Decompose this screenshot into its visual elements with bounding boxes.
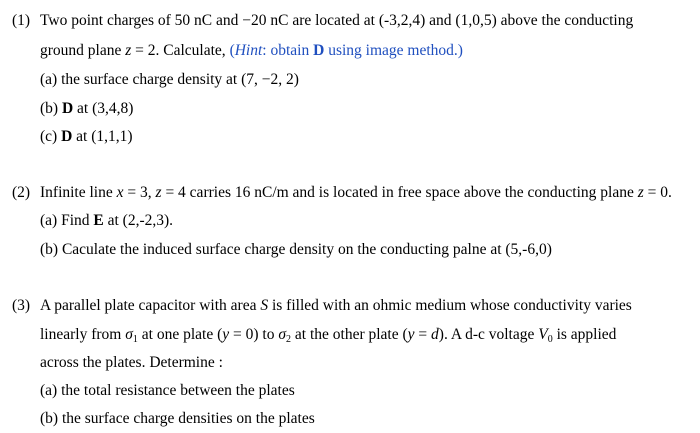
text: = 0. [643,184,672,201]
text: at (3,4,8) [73,100,134,117]
variable-z: z [125,42,132,59]
problem-1-line-2 [40,41,463,61]
problem-3-line-2 [40,325,616,345]
variable-z: z [637,184,644,201]
variable-V: V [538,326,548,343]
text: is filled with an ohmic medium whose conductivity varies [268,297,632,314]
variable-x: x [116,184,124,201]
problem-3-number: (3) [12,297,31,314]
text: is applied [552,326,617,343]
text: = 4 carries 16 nC/m and is located in free space above the conducting plane [161,184,638,201]
text: (c) [40,128,62,145]
text: Two point charges of 50 nC and [40,12,243,29]
variable-S: S [260,297,269,314]
problem-3-line-3: across the plates. Determine : [40,354,223,371]
variable-z: z [155,184,162,201]
hint-word: Hint [234,42,263,59]
problem-3-part-a: (a) the total resistance between the plates [40,382,295,399]
text: linearly from [40,326,126,343]
variable-d: d [431,326,439,343]
text: at the other plate ( [291,326,408,343]
problem-3-line-1 [40,296,632,316]
variable-y: y [222,326,230,343]
problem-1-part-c [40,127,133,147]
vector-D: D [61,100,74,117]
text: Infinite line [40,184,117,201]
variable-y: y [407,326,415,343]
problem-1-part-b [40,99,133,119]
problem-2-part-b: (b) Caculate the induced surface charge density on the conducting palne at (5,-6,0) [40,241,552,258]
vector-E: E [93,212,104,229]
text: = [414,326,432,343]
sigma: σ [278,326,287,343]
vector-D: D [61,128,73,145]
text: = 0) to [229,326,279,343]
subscript: 2 [286,334,292,345]
text: ( [229,42,235,59]
problem-1-number: (1) [12,12,31,29]
text: at one plate ( [137,326,223,343]
vector-D: D [313,42,325,59]
text: = 2. Calculate, [131,42,230,59]
text: = 3, [123,184,156,201]
text: at (2,-2,3). [103,212,174,229]
problem-3-part-b: (b) the surface charge densities on the plates [40,410,315,427]
problem-1-part-a: (a) the surface charge density at (7, −2, 2) [40,71,299,88]
text: (b) [40,100,62,117]
problem-1-line-1 [40,11,633,31]
problem-2-part-a [40,211,173,231]
hint [230,42,463,59]
text: ground plane [40,42,126,59]
text: A parallel plate capacitor with area [40,297,261,314]
text: using image method.) [324,42,463,59]
text: −20 nC are located at (-3,2,4) and (1,0,5) above the conducting [242,12,634,29]
problem-2-line-1 [40,183,672,203]
text: at (1,1,1) [72,128,133,145]
problem-2-number: (2) [12,184,31,201]
text: (a) Find [40,212,94,229]
subscript: 0 [547,334,553,345]
text: : obtain [262,42,314,59]
subscript: 1 [132,334,138,345]
text: ). A d-c voltage [438,326,539,343]
sigma: σ [125,326,133,343]
